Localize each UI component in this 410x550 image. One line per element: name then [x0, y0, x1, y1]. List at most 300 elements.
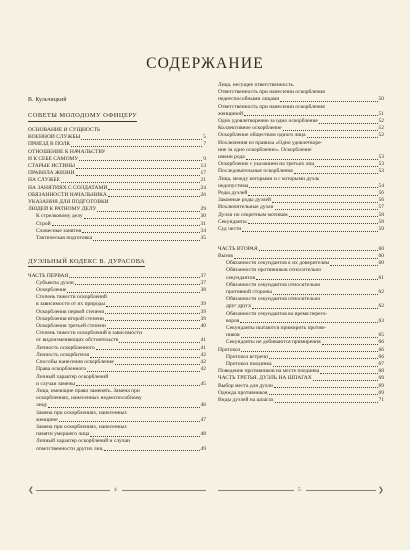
toc-entry-text: Субъекты дуэли: [36, 279, 74, 286]
toc-entry-text: памяти умершего лица: [36, 431, 90, 438]
toc-entry-text: в зависимости от их природы: [36, 301, 106, 308]
dot-leader: [259, 250, 378, 251]
toc-entry-text: Права оскорбленного: [36, 366, 87, 373]
dot-leader: [246, 159, 378, 160]
dot-leader: [273, 294, 378, 295]
left-footer: [28, 486, 206, 496]
toc-entry-text: Роды дуэлей: [218, 190, 248, 197]
toc-entry-text: Одежда противников: [218, 389, 268, 396]
toc-entry-text: ОБЯЗАННОСТИ НАЧАЛЬНИКА: [28, 191, 107, 198]
toc-entry-page: 68: [378, 368, 384, 375]
toc-entry-text: Секунданты пытаются примирить против-: [226, 325, 326, 331]
toc-entry: [28, 417, 206, 424]
toc-entry-page: 9: [203, 155, 206, 162]
toc-entry: [218, 147, 384, 154]
toc-entry-page: 51: [378, 110, 384, 117]
toc-entry-text: Суд чести: [218, 226, 242, 233]
toc-entry-text: УКАЗАНИЯ ДЛЯ ПОДГОТОВКИ: [28, 198, 109, 205]
toc-entry-page: 37: [200, 279, 206, 286]
right-column: [218, 82, 384, 404]
toc-entry-page: 50: [378, 96, 384, 103]
toc-entry-page: 60: [378, 245, 384, 252]
dot-leader: [96, 349, 200, 350]
dot-leader: [71, 146, 202, 147]
toc-entry: [28, 337, 206, 344]
toc-entry-text: ЛЮДЕЙ К РАТНОМУ ДЕЛУ: [28, 206, 97, 213]
dot-leader: [67, 292, 199, 293]
dot-leader: [283, 130, 378, 131]
toc-entry: [218, 347, 384, 354]
toc-entry-text: Последовательные оскорбления: [218, 168, 293, 175]
toc-entry: [218, 390, 384, 397]
toc-entry-text: от видоизменяющих обстоятельств: [36, 337, 119, 344]
dot-leader: [294, 173, 378, 174]
toc-entry-text: женщине: [36, 416, 58, 423]
toc-entry: [28, 127, 206, 134]
toc-entry-page: 52: [378, 118, 384, 125]
toc-entry-text: Замена при оскорблениях, нанесенных: [36, 409, 128, 416]
toc-entry-page: 53: [378, 161, 384, 168]
arrow-right-icon: ❯: [378, 486, 384, 494]
toc-entry: [28, 330, 206, 337]
toc-entry-text: И К СЕБЕ САМОМУ: [28, 155, 79, 162]
book1-entries: [28, 127, 206, 242]
toc-entry: [218, 89, 384, 96]
toc-entry: [218, 246, 384, 253]
dot-leader: [76, 175, 200, 176]
toc-entry: [218, 219, 384, 226]
toc-entry-text: ответственности других лиц: [36, 445, 103, 452]
dot-leader: [241, 337, 378, 338]
toc-entry: [218, 368, 384, 375]
toc-entry: [218, 260, 384, 267]
toc-entry-text: Вызов: [218, 252, 233, 259]
toc-entry: [218, 361, 384, 368]
toc-entry-page: 67: [378, 361, 384, 368]
toc-entry-text: ВОЕННОЙ СЛУЖБЫ: [28, 134, 81, 141]
toc-entry-text: Личность оскорбителя: [36, 351, 90, 358]
dot-leader: [275, 402, 378, 403]
toc-entry: [28, 359, 206, 366]
toc-entry: [28, 294, 206, 301]
toc-entry-text: ЧАСТЬ ВТОРАЯ: [218, 245, 258, 252]
toc-entry: [218, 154, 384, 161]
toc-entry-page: 39: [200, 301, 206, 308]
toc-entry-text: ЧАСТЬ ПЕРВАЯ: [28, 272, 69, 279]
toc-entry: [28, 424, 206, 431]
dot-leader: [106, 306, 199, 307]
toc-entry-page: 42: [200, 366, 206, 373]
dot-leader: [90, 436, 199, 437]
toc-entry: [28, 410, 206, 417]
dot-leader: [84, 218, 200, 219]
toc-entry: [218, 111, 384, 118]
dot-leader: [272, 202, 378, 203]
toc-entry: [28, 228, 206, 235]
book1-title: СОВЕТЫ МОЛОДОМУ ОФИЦЕРУ: [28, 112, 137, 121]
toc-entry: [28, 395, 206, 402]
dot-leader: [76, 385, 200, 386]
toc-entry: [28, 438, 206, 445]
toc-entry-page: 41: [200, 344, 206, 351]
dot-leader: [330, 265, 377, 266]
toc-entry-page: 59: [378, 226, 384, 233]
toc-entry: [218, 253, 384, 260]
toc-entry-text: Ответственность при нанесении оскорбления: [218, 103, 325, 110]
toc-entry: [28, 301, 206, 308]
toc-entry-page: 35: [200, 234, 206, 241]
dot-leader: [119, 342, 199, 343]
toc-entry-text: Ответственность при нанесении оскорбления: [218, 89, 325, 96]
dot-leader: [256, 279, 377, 280]
dot-leader: [105, 313, 199, 314]
toc-entry-text: лицу: [36, 402, 48, 409]
toc-entry: [28, 156, 206, 163]
left-column: [28, 97, 206, 453]
toc-entry-page: 57: [378, 204, 384, 211]
toc-entry-text: Лица, несущие ответственность.: [218, 82, 295, 88]
footer-rule-right: [218, 490, 294, 491]
toc-entry: [28, 235, 206, 242]
toc-entry: [218, 212, 384, 219]
toc-entry-page: 49: [200, 445, 206, 452]
toc-entry-text: Личный характер оскорблений: [36, 373, 109, 380]
toc-entry-page: 45: [200, 380, 206, 387]
toc-entry-text: ОТНОШЕНИЕ К НАЧАЛЬСТВУ: [28, 148, 106, 155]
toc-entry: [28, 323, 206, 330]
page-number-right: 5: [298, 487, 301, 493]
toc-entry-page: 56: [378, 190, 384, 197]
toc-entry: [218, 118, 384, 125]
toc-entry: [28, 316, 206, 323]
toc-entry-page: 13: [200, 162, 206, 169]
dot-leader: [280, 101, 377, 102]
toc-entry: [28, 352, 206, 359]
toc-entry-text: воров: [226, 317, 240, 324]
toc-entry: [28, 388, 206, 395]
dot-leader: [307, 137, 378, 138]
toc-entry-page: 66: [378, 339, 384, 346]
toc-entry: [218, 383, 384, 390]
dot-leader: [322, 344, 378, 345]
toc-entry: [218, 190, 384, 197]
toc-entry-text: Поведение противников на месте поединка: [218, 368, 320, 375]
toc-entry-page: 48: [200, 431, 206, 438]
toc-entry-page: 26: [200, 191, 206, 198]
toc-entry: [28, 192, 206, 199]
toc-entry-text: Словесные занятия: [36, 227, 82, 234]
toc-entry-text: ние за одно оскорбление». Оскорбление: [218, 146, 312, 153]
toc-entry: [218, 325, 384, 332]
toc-entry-text: друг друга: [226, 303, 251, 310]
toc-entry-page: 65: [378, 332, 384, 339]
toc-entry-text: Протокол встречи: [226, 353, 268, 360]
dot-leader: [252, 308, 378, 309]
dot-leader: [234, 258, 378, 259]
toc-entry-text: Оскорбления первой степени: [36, 308, 105, 315]
toc-entry: [218, 289, 384, 296]
toc-entry-text: К стрелковому делу: [36, 213, 83, 220]
toc-entry-text: Тактическая подготовка: [36, 234, 93, 241]
toc-entry-text: Исключения из правила «Одно удовлетворе-: [218, 139, 323, 146]
toc-entry-page: 53: [378, 168, 384, 175]
footer-rule-left: [36, 490, 110, 491]
toc-entry-page: 63: [378, 317, 384, 324]
dot-leader: [90, 357, 199, 358]
toc-entry-text: Оскорбление: [36, 287, 67, 294]
part2-entries: [218, 246, 384, 404]
toc-entry: [218, 132, 384, 139]
toc-entry-text: Оскорбления второй степени: [36, 315, 104, 322]
toc-entry-page: 17: [200, 170, 206, 177]
toc-entry-text: Протокол: [218, 346, 241, 353]
toc-entry-page: 61: [378, 274, 384, 281]
toc-entry-text: Обязанности секундантов относительно: [226, 281, 321, 288]
toc-entry: [218, 161, 384, 168]
toc-entry: [218, 96, 384, 103]
toc-entry-page: 30: [200, 213, 206, 220]
dot-leader: [240, 322, 377, 323]
toc-entry: [218, 339, 384, 346]
dot-leader: [241, 351, 377, 352]
toc-entry-page: 41: [200, 337, 206, 344]
dot-leader: [320, 373, 377, 374]
toc-entry-text: Степень тяжести оскорблений в зависимости: [36, 330, 142, 337]
toc-entry: [218, 104, 384, 111]
toc-entry-text: Лица, между которыми и с которыми дуэль: [218, 175, 320, 182]
dot-leader: [248, 223, 378, 224]
toc-entry-page: 5: [203, 134, 206, 141]
toc-entry: [28, 177, 206, 184]
toc-entry: [218, 125, 384, 132]
toc-entry-text: Секунданты не добиваются примирения: [226, 339, 321, 346]
dot-leader: [244, 115, 378, 116]
toc-entry-page: 69: [378, 389, 384, 396]
toc-entry: [218, 82, 384, 89]
toc-entry: [28, 199, 206, 206]
toc-entry-text: имени рода: [218, 154, 245, 161]
dot-leader: [79, 160, 202, 161]
toc-entry: [28, 149, 206, 156]
toc-entry-page: 54: [378, 182, 384, 189]
toc-entry: [28, 213, 206, 220]
toc-entry: [218, 204, 384, 211]
toc-entry-page: 62: [378, 303, 384, 310]
toc-entry: [218, 275, 384, 282]
dot-leader: [107, 328, 200, 329]
toc-entry: [28, 141, 206, 148]
dot-leader: [108, 189, 199, 190]
toc-entry: [218, 332, 384, 339]
dot-leader: [313, 380, 378, 381]
toc-entry-text: Протокол поединка: [226, 361, 272, 368]
toc-entry: [28, 163, 206, 170]
toc-entry-text: Личность оскорбленного: [36, 344, 95, 351]
toc-entry-page: 42: [200, 359, 206, 366]
toc-entry: [218, 311, 384, 318]
toc-entry: [28, 345, 206, 352]
dot-leader: [275, 209, 378, 210]
toc-entry: [28, 185, 206, 192]
dot-leader: [249, 187, 377, 188]
toc-entry-text: Степень тяжести оскорблений: [36, 294, 107, 301]
toc-entry-text: Коллективное оскорбление: [218, 125, 282, 132]
toc-entry-text: Оскорбления третьей степени: [36, 323, 106, 330]
toc-entry-text: ОСНОВАНИЕ И СУЩНОСТЬ: [28, 126, 101, 133]
toc-entry-page: 29: [200, 206, 206, 213]
toc-entry-text: ПРАВИЛА ЖИЗНИ: [28, 170, 75, 177]
toc-entry-text: Исключительные дуэли: [218, 204, 274, 211]
toc-entry-page: 7: [203, 141, 206, 148]
dot-leader: [61, 182, 200, 183]
toc-entry-text: Замена при оскорблениях, нанесенных: [36, 423, 128, 430]
dot-leader: [289, 216, 378, 217]
toc-entry-text: Законные роды дуэлей: [218, 197, 271, 204]
dot-leader: [242, 231, 377, 232]
toc-entry: [218, 282, 384, 289]
toc-entry: [218, 168, 384, 175]
dot-leader: [48, 407, 199, 408]
toc-entry: [28, 287, 206, 294]
toc-entry-text: Дуэли по секретным мотивам: [218, 211, 288, 218]
right-top-entries: [218, 82, 384, 233]
toc-entry: [218, 267, 384, 274]
dot-leader: [81, 139, 202, 140]
toc-entry-page: 47: [200, 416, 206, 423]
toc-entry-page: 69: [378, 375, 384, 382]
toc-entry-page: 52: [378, 132, 384, 139]
toc-entry-page: 60: [378, 260, 384, 267]
toc-entry-page: 69: [378, 382, 384, 389]
toc-entry: [28, 170, 206, 177]
toc-entry-page: 52: [378, 125, 384, 132]
toc-entry: [28, 381, 206, 388]
page-number-left: 4: [114, 487, 117, 493]
toc-entry: [218, 183, 384, 190]
toc-entry-text: Лица, имеющие право заменять. Замена при: [36, 387, 140, 394]
dot-leader: [87, 371, 199, 372]
dot-leader: [248, 195, 377, 196]
toc-entry: [28, 309, 206, 316]
toc-entry-page: 53: [378, 154, 384, 161]
arrow-left-icon: ❮: [28, 486, 34, 494]
toc-entry-text: Обязанности секундантов к их доверителям: [226, 260, 330, 267]
toc-entry-text: НА СЛУЖБЕ: [28, 177, 60, 184]
toc-entry: [28, 446, 206, 453]
toc-entry-text: противной стороны: [226, 288, 272, 295]
book2-title: ДУЭЛЬНЫЙ КОДЕКС В. ДУРАСОВА: [28, 258, 145, 267]
toc-entry: [28, 206, 206, 213]
toc-entry-text: недееспособными лицами: [218, 96, 280, 103]
toc-entry-text: секундантов: [226, 274, 256, 281]
toc-entry: [218, 140, 384, 147]
toc-entry-page: 46: [200, 402, 206, 409]
toc-entry: [218, 176, 384, 183]
toc-entry: [218, 397, 384, 404]
toc-entry-page: 66: [378, 346, 384, 353]
toc-entry-page: 39: [200, 308, 206, 315]
toc-entry: [218, 296, 384, 303]
dot-leader: [76, 168, 199, 169]
dot-leader: [104, 450, 200, 451]
toc-entry: [28, 221, 206, 228]
toc-entry: [28, 134, 206, 141]
dot-leader: [115, 364, 200, 365]
dot-leader: [274, 387, 378, 388]
toc-entry-text: женщиной: [218, 110, 243, 117]
toc-entry: [218, 303, 384, 310]
dot-leader: [315, 166, 377, 167]
toc-entry-text: Секунданты: [218, 218, 247, 225]
toc-entry: [218, 197, 384, 204]
toc-entry: [28, 431, 206, 438]
toc-entry-text: оскорблениях, нанесенных недееспособному: [36, 395, 142, 402]
toc-entry-text: НА ЗАНЯТИЯХ С СОЛДАТАМИ: [28, 184, 108, 191]
dot-leader: [108, 196, 200, 197]
toc-entry-page: 42: [200, 351, 206, 358]
dot-leader: [82, 232, 199, 233]
toc-entry: [28, 280, 206, 287]
toc-entry-text: Выбор места для дуэли: [218, 382, 273, 389]
toc-entry: [28, 366, 206, 373]
toc-entry: [28, 273, 206, 280]
toc-entry-text: Обязанности противников относительно: [226, 267, 322, 274]
author-name: В. Кульчицкий: [28, 97, 67, 103]
footer-rule-right-2: [306, 490, 376, 491]
toc-entry-page: 56: [378, 197, 384, 204]
toc-entry-page: 34: [200, 227, 206, 234]
toc-entry-page: 71: [378, 397, 384, 404]
toc-entry-page: 58: [378, 218, 384, 225]
dot-leader: [59, 421, 200, 422]
dot-leader: [69, 277, 199, 278]
page-title: СОДЕРЖАНИЕ: [146, 55, 264, 72]
toc-entry-page: 31: [200, 220, 206, 227]
toc-entry-page: 62: [378, 288, 384, 295]
dot-leader: [93, 240, 199, 241]
toc-entry-text: Оскорбление с указанием на третьих лиц: [218, 161, 315, 168]
toc-entry-text: ников: [226, 332, 240, 339]
book2-entries: [28, 273, 206, 453]
toc-entry: [218, 318, 384, 325]
dot-leader: [105, 320, 200, 321]
toc-entry-text: Виды дуэлей на шпагах: [218, 397, 274, 404]
toc-entry-text: ПРИЕЗД В ПОЛК: [28, 141, 71, 148]
toc-entry-page: 66: [378, 353, 384, 360]
toc-entry-text: Личный характер оскорблений и случаи: [36, 438, 130, 445]
toc-entry-page: 21: [200, 177, 206, 184]
toc-entry-page: 39: [200, 315, 206, 322]
toc-entry: [28, 374, 206, 381]
toc-entry-text: ЧАСТЬ ТРЕТЬЯ. ДУЭЛЬ НА ШПАГАХ: [218, 375, 312, 382]
dot-leader: [97, 211, 199, 212]
footer-rule-left-2: [122, 490, 206, 491]
toc-entry-text: Обязанности секундантов во время перего-: [226, 310, 328, 317]
toc-entry-text: СТАРЫЕ ИСТИНЫ: [28, 162, 76, 169]
dot-leader: [75, 284, 200, 285]
toc-entry-text: Обязанности секундантов относительно: [226, 296, 321, 303]
toc-entry: [28, 402, 206, 409]
toc-entry: [218, 354, 384, 361]
toc-entry-text: Одно удовлетворение за одно оскорбление: [218, 118, 318, 125]
toc-entry: [218, 226, 384, 233]
right-footer: [218, 486, 384, 496]
dot-leader: [273, 366, 378, 367]
toc-entry: [218, 375, 384, 382]
toc-entry-text: и случаи замены: [36, 380, 75, 387]
toc-entry-text: Оскорбление обществом одного лица: [218, 132, 306, 139]
toc-entry-text: Строй: [36, 220, 51, 227]
